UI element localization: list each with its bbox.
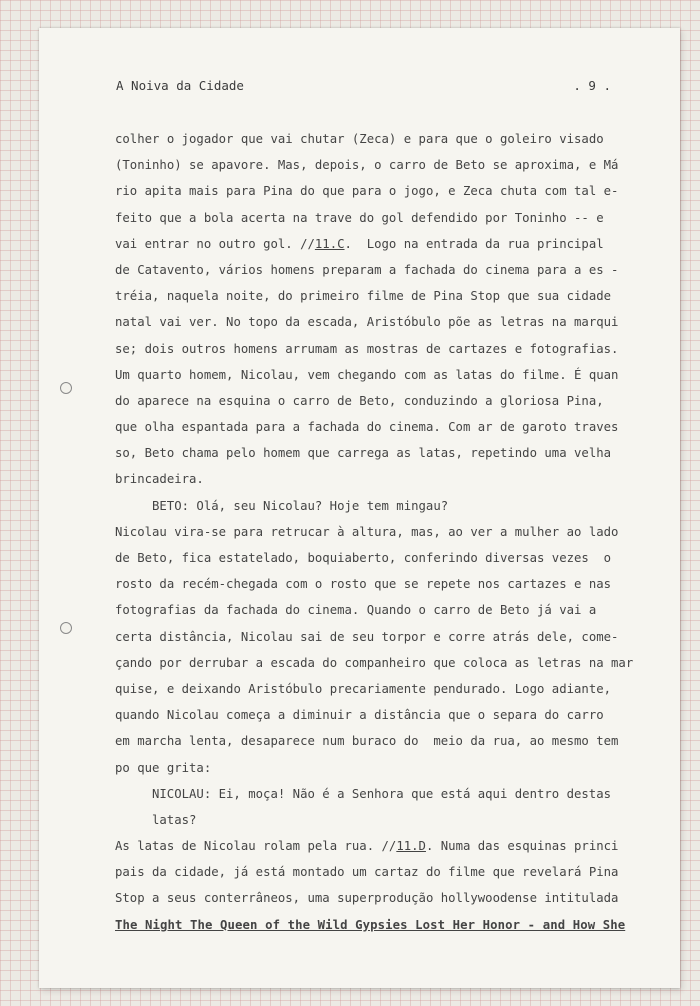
text-line: rio apita mais para Pina do que para o jogo, e Zeca chuta com tal e- [115,184,619,199]
scene-marker: 11.C [314,236,345,251]
text-line: em marcha lenta, desaparece num buraco do meio da rua, ao mesmo tem [115,734,619,749]
text-line: Stop a seus conterrâneos, uma superprodução hollywoodense intitulada [115,891,619,906]
text-line: natal vai ver. No topo da escada, Aristóbulo põe as letras na marqui [115,315,619,330]
text-line: rosto da recém-chegada com o rosto que se repete nos cartazes e nas [115,577,612,592]
dialogue-line: NICOLAU: Ei, moça! Não é a Senhora que está aqui dentro destas [152,786,612,801]
text-line: quando Nicolau começa a diminuir a distância que o separa do carro [115,708,604,723]
text-line: feito que a bola acerta na trave do gol defendido por Toninho -- e [115,210,604,225]
dialogue-line: BETO: Olá, seu Nicolau? Hoje tem mingau? [152,498,449,513]
film-title-line: The Night The Queen of the Wild Gypsies Lost Her Honor - and How She [115,917,626,932]
text-line: quise, e deixando Aristóbulo precariamente pendurado. Logo adiante, [115,681,612,696]
text-line: que olha espantada para a fachada do cinema. Com ar de garoto traves [115,420,619,435]
text-line: do aparece na esquina o carro de Beto, conduzindo a gloriosa Pina, [115,393,604,408]
text-line [115,231,635,257]
text-segment: vai entrar no outro gol. // [115,236,315,251]
text-line [115,833,635,859]
punch-hole [60,622,72,634]
text-line: brincadeira. [115,472,204,487]
text-line: de Catavento, vários homens preparam a fachada do cinema para a es - [115,262,619,277]
text-line: so, Beto chama pelo homem que carrega as latas, repetindo uma velha [115,446,612,461]
punch-hole [60,382,72,394]
text-line: fotografias da fachada do cinema. Quando o carro de Beto já vai a [115,603,597,618]
document-title: A Noiva da Cidade [116,78,244,93]
text-line: tréia, naquela noite, do primeiro filme de Pina Stop que sua cidade [115,289,612,304]
scene-marker: 11.D [396,839,426,854]
text-line: de Beto, fica estatelado, boquiaberto, conferindo diversas vezes o [115,551,612,565]
text-segment: . Logo na entrada da rua principal [344,236,604,251]
text-line: certa distância, Nicolau sai de seu torpor e corre atrás dele, come- [115,629,619,644]
text-segment: . Numa das esquinas princi [425,839,619,854]
text-line: (Toninho) se apavore. Mas, depois, o carro de Beto se aproxima, e Má [115,158,619,173]
text-line: se; dois outros homens arrumam as mostras de cartazes e fotografias. [115,341,619,356]
page-header [116,78,611,96]
text-line: po que grita: [115,760,212,775]
text-line: Nicolau vira-se para retrucar à altura, mas, ao ver a mulher ao lado [115,524,619,539]
typed-body-text [115,126,635,938]
dialogue-line: latas? [152,812,197,827]
text-segment: As latas de Nicolau rolam pela rua. // [115,839,397,854]
paper-sheet [39,28,680,988]
page-number: . 9 . [573,78,611,93]
text-line: Um quarto homem, Nicolau, vem chegando com as latas do filme. É quan [115,367,619,382]
text-line: pais da cidade, já está montado um cartaz do filme que revelará Pina [115,865,619,880]
text-line: colher o jogador que vai chutar (Zeca) e para que o goleiro visado [115,132,604,146]
text-line: çando por derrubar a escada do companheiro que coloca as letras na mar [115,655,634,670]
